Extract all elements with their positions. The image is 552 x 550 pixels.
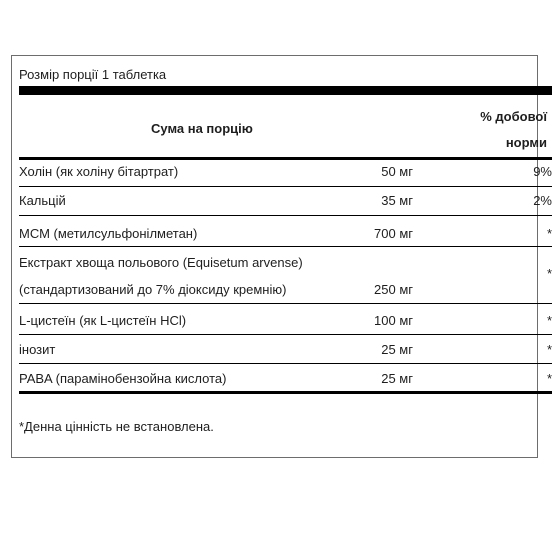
nutrient-daily-value: * bbox=[546, 371, 552, 386]
nutrient-daily-value: * bbox=[546, 342, 552, 357]
row-divider bbox=[19, 215, 552, 216]
nutrient-row-horsetail bbox=[19, 255, 552, 307]
nutrient-daily-value: 9% bbox=[533, 164, 552, 179]
nutrient-amount: 700 мг bbox=[374, 226, 413, 241]
nutrient-name: Холін (як холіну бітартрат) bbox=[19, 164, 179, 179]
daily-value-header-line2: норми bbox=[505, 135, 547, 150]
nutrient-row-l-cysteine bbox=[19, 313, 552, 337]
header-divider bbox=[19, 157, 552, 160]
footnote: *Денна цінність не встановлена. bbox=[19, 419, 214, 434]
thick-divider bbox=[19, 86, 552, 95]
nutrient-daily-value: 2% bbox=[533, 193, 552, 208]
nutrient-amount: 250 мг bbox=[374, 282, 413, 297]
nutrient-name: L-цистеїн (як L-цистеїн HCl) bbox=[19, 313, 187, 328]
nutrient-row-choline bbox=[19, 164, 552, 188]
row-divider bbox=[19, 186, 552, 187]
nutrient-name: МСМ (метилсульфонілметан) bbox=[19, 226, 198, 241]
amount-per-serving-header: Сума на порцію bbox=[151, 121, 253, 136]
nutrient-name: PABA (парамінобензойна кислота) bbox=[19, 371, 227, 386]
nutrient-row-msm bbox=[19, 226, 552, 250]
nutrient-row-calcium bbox=[19, 193, 552, 217]
nutrient-name-line1: Екстракт хвоща польового (Equisetum arvense) bbox=[19, 255, 303, 270]
nutrient-row-inositol bbox=[19, 342, 552, 366]
daily-value-header bbox=[467, 104, 547, 156]
nutrient-amount: 35 мг bbox=[381, 193, 413, 208]
serving-size: Розмір порції 1 таблетка bbox=[19, 67, 167, 82]
nutrient-amount: 25 мг bbox=[381, 342, 413, 357]
nutrient-row-paba bbox=[19, 371, 552, 391]
nutrient-amount: 25 мг bbox=[381, 371, 413, 386]
bottom-divider bbox=[19, 391, 552, 394]
supplement-facts-panel bbox=[11, 55, 552, 458]
row-divider bbox=[19, 363, 552, 364]
nutrient-name: Кальцій bbox=[19, 193, 66, 208]
row-divider bbox=[19, 303, 552, 304]
row-divider bbox=[19, 334, 552, 335]
nutrient-name: інозит bbox=[19, 342, 56, 357]
nutrient-daily-value: * bbox=[546, 226, 552, 241]
daily-value-header-line1: % добової bbox=[480, 109, 547, 124]
nutrient-amount: 100 мг bbox=[374, 313, 413, 328]
nutrient-daily-value: * bbox=[546, 266, 552, 281]
nutrient-name-line2: (стандартизований до 7% діоксиду кремнію) bbox=[19, 282, 287, 297]
row-divider bbox=[19, 246, 552, 247]
nutrient-amount: 50 мг bbox=[381, 164, 413, 179]
nutrient-daily-value: * bbox=[546, 313, 552, 328]
